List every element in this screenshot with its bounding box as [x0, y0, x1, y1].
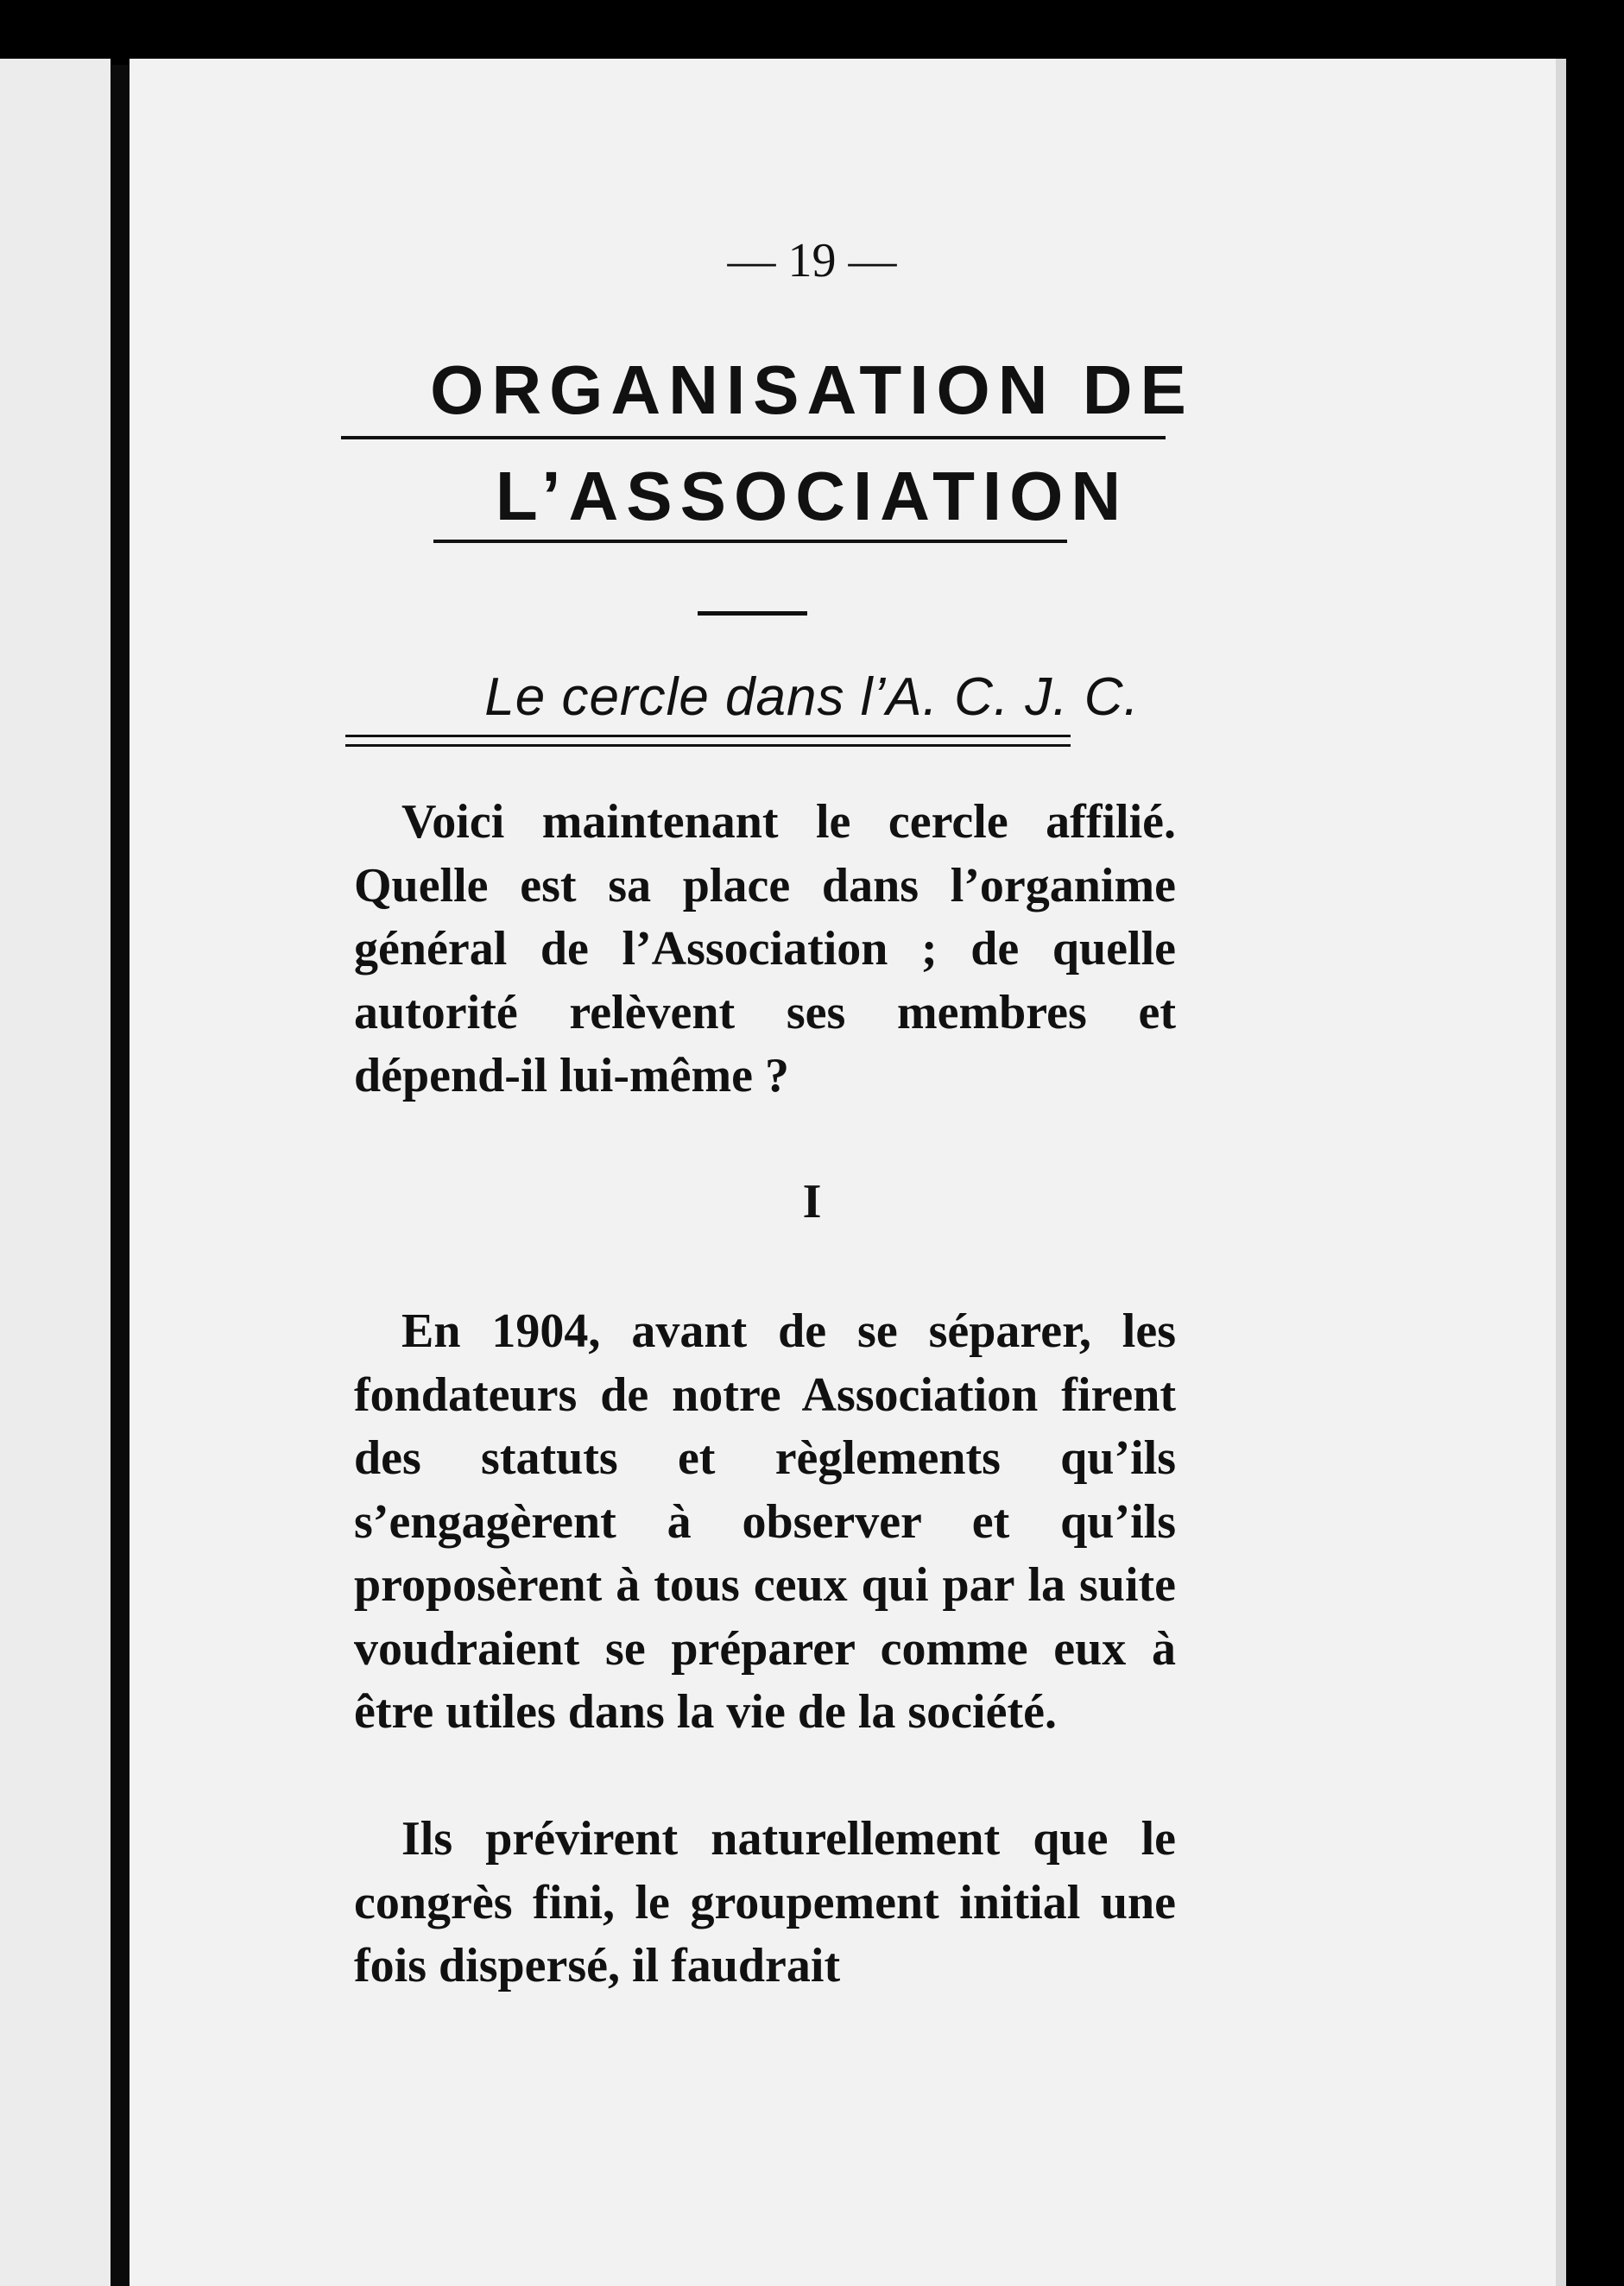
page-number: — 19 — — [727, 234, 897, 287]
chapter-title-line-1: ORGANISATION DE — [430, 351, 1194, 428]
paragraph-intro: Voici maintenant le cercle affilié. Quelle est sa place dans l’organime général de l’Association ; de quelle autorité relèvent ses membres et dépend-il lui-même ? — [354, 795, 1176, 1102]
title-separator — [698, 611, 807, 616]
section-numeral: I — [802, 1175, 822, 1228]
paragraph-1904: En 1904, avant de se séparer, les fondateurs de notre Association firent des statuts et règlements qu’ils s’engagèrent à observer et qu’ils proposèrent à tous ceux qui par la suite voudraient se préparer comme eux à être utiles dans la vie de la société. — [354, 1304, 1176, 1739]
chapter-title-line-2: L’ASSOCIATION — [495, 458, 1129, 534]
title-underline-1 — [341, 436, 1166, 439]
subtitle-double-rule-bottom — [345, 744, 1071, 747]
title-underline-2 — [433, 540, 1067, 543]
section-subtitle: Le cercle dans l’A. C. J. C. — [484, 667, 1140, 727]
paragraph-prevision: Ils prévirent naturellement que le congrès fini, le groupement initial une fois dispersé, il faudrait — [354, 1812, 1176, 1992]
subtitle-double-rule-top — [345, 735, 1071, 737]
